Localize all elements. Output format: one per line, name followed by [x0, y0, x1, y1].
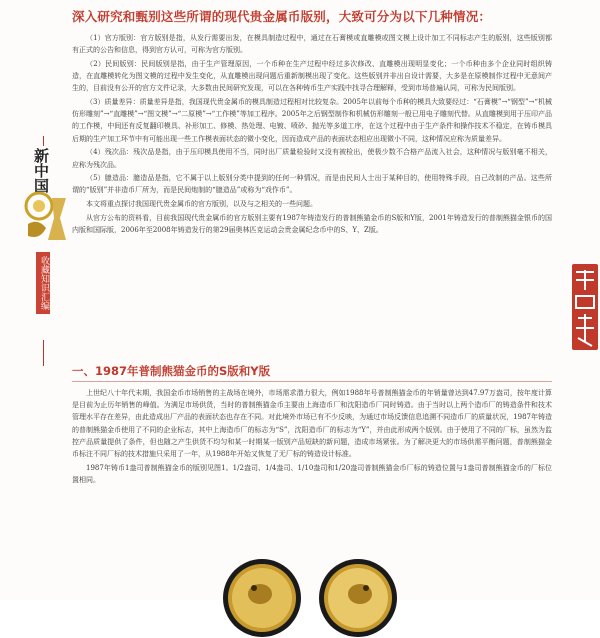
section-text: [72, 387, 552, 489]
section-title: 一、1987年普制熊猫金币的S版和Y版: [72, 364, 271, 378]
gold-coin-icon: [222, 558, 302, 638]
paragraph: （1）官方版别：官方版别是指，从发行需要出发，在模具制造过程中，通过在石膏模或直雕模或图文模上设计加工不同标志产生的版别，这些版别都有正式的公告和信息，得到官方认可，可称为官方版别。: [72, 34, 552, 55]
paragraph: （5）臆造品：臆造品是指，它不属于以上版别分类中提到的任何一种情况，而是由民间人士出于某种目的，使用特殊手段，自己改制的产品。这些所谓的“版别”并非造币厂所为，而是民间炮制的“臆造品”或称为“戏作币”。: [72, 174, 552, 195]
section-divider: [72, 381, 552, 382]
divider: [43, 136, 44, 146]
page-heading: 深入研究和甄别这些所谓的现代贵金属币版别，大致可分为以下几种情况：: [72, 9, 492, 24]
paragraph: 从官方公布的资料看，目前我国现代贵金属币的官方版别主要有1987年铸造发行的普制熊猫金币的S版和Y版，2001年铸造发行的普制熊猫金银币的国内版和国际版，2006年至2008年铸造发行的第29届奥林匹克运动会贵金属纪念币中的S、Y、Z版。: [72, 213, 552, 235]
paragraph: （2）民间版别：民间版别是指，由于生产管理原因，一个币种在生产过程中经过多次修改、直雕模出现明显变化；一个币种由多个企业同时组织铸造，在直雕模转化为图文模的过程中发生变化，从直雕模出现问题后重新制模出现了变化。这些版别并非出自设计需要，大多是在原模制作过程中无意间产生的，目前没有公开的官方文件记录，大多数由民间研究发现，可以在各种铸币生产实践中找寻合理解释，受到市场普遍认同，可称为民间版别。: [72, 59, 552, 93]
seal-icon: [562, 262, 600, 352]
divider: [43, 340, 44, 366]
sidebar-decoration: [14, 136, 74, 366]
sidebar-subtitle: 收藏知识汇编: [36, 252, 50, 314]
paragraph: 1987年铸币1盎司普制熊猫金币的版别见图1。1/2盎司、1/4盎司、1/10盎司和1/20盎司普制熊猫金币厂标的铸造位置与1盎司普制熊猫金币的厂标位置相同。: [72, 464, 552, 485]
sidebar-title: 新中国: [32, 148, 50, 193]
intro-text: [72, 32, 552, 238]
gold-coin-icon: [318, 558, 398, 638]
paragraph: 本文将重点探讨我国现代贵金属币的官方版别，以及与之相关的一些问题。: [86, 200, 317, 209]
paragraph: 上世纪八十年代末期，我国金币市场销售的主战场在境外，市场需求潜力很大，例如1988年号普制熊猫金币的年销量曾达到47.97万盎司，按年度计算是目前为止历年销售的峰值。为满足市场供货，当时的普制熊猫金币主要由上海造币厂和沈阳造币厂同时铸造。由于当时以上两个造币厂的铸造条件和技术管理水平存在差异，由此造成出厂产品的表面状态也存在不同。对此境外市场已有不少反映，为通过市场反馈信息追溯不同造币厂的质量状况，1987年铸造的普制熊猫金币使用了不同的企业标志，其中上海造币厂的标志为“S”，沈阳造币厂的标志为“Y”，并由此形成两个版别。由于使用了不同的厂标，虽然为监控产品质量提供了条件，但也随之产生供货不均匀和某一时期某一版别产品短缺的新问题，造成市场紧张。为了解决更大的市场供需平衡问题，普制熊猫金币标注不同厂标的技术措施只采用了一年，从1988年开始又恢复了无厂标的铸造设计标准。: [72, 389, 552, 459]
paragraph: （4）残次品：残次品是指，由于压印模具使用不当，同时出厂质量检验时又没有被检出，使极少数不合格产品流入社会，这种情况与版别毫不相关，应称为残次品。: [72, 148, 552, 169]
paragraph: （3）质量差异：质量差异是指，我国现代贵金属币的模具制造过程相对比较复杂。2005年以前每个币种的模具大致要经过：“石膏模”→“钢型”→“机械仿形雕刻”→“直雕模”→“图文模”→“二原模”→“工作模”等加工程序。2005年之后钢型制作和机械仿形雕刻一般已用电子雕刻代替。从直雕模到用于压印产品的工作模，中间还有反复翻印模具、补形加工、修模、热处理、电镀、喷砂、抛光等多道工序，在这个过程中由于生产条件和操作技术不稳定，在铸币模具后期的生产加工环节中有可能出现一些工作模表面状态的微小变化，因而造成产品的表面状态相应出现微小不同，这种情况应称为质量差异。: [72, 98, 552, 143]
coin-logo-icon: [22, 188, 68, 246]
